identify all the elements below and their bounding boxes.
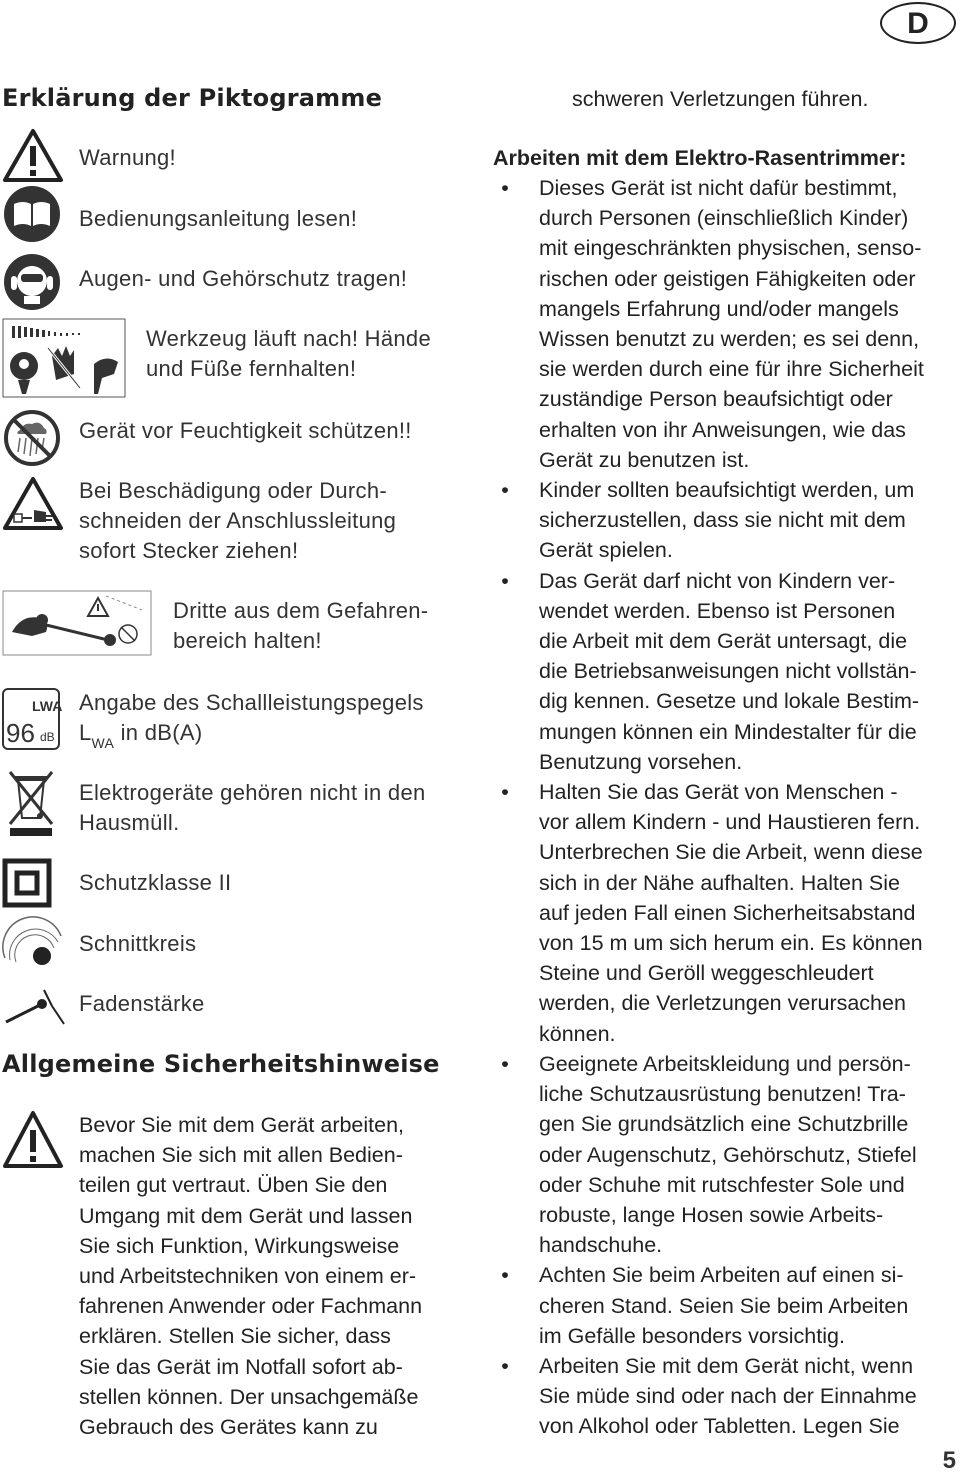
bullet-line: mangels Erfahrung und/oder mangels: [539, 296, 899, 321]
bullet-line: handschuhe.: [539, 1233, 663, 1258]
bullet-line: Wissen benutzt zu werden; es sei denn,: [539, 327, 920, 352]
safety-line: Sie das Gerät im Notfall sofort ab-: [79, 1354, 403, 1379]
sound-icon-label: LWA: [32, 698, 63, 714]
pictogram-weee-line2: Hausmüll.: [79, 810, 180, 835]
pictogram-unplug-line1: Bei Beschädigung oder Durch-: [79, 478, 388, 503]
language-badge: D: [880, 2, 956, 44]
bullet-item: [493, 566, 955, 777]
sound-icon-value: 96: [6, 718, 35, 748]
safety-warning-icon: [2, 1110, 64, 1170]
bullet-line: robuste, lange Hosen sowie Arbeits-: [539, 1202, 884, 1227]
bullet-line: durch Personen (einschließlich Kinder): [539, 206, 909, 231]
bullet-line: wendet werden. Ebenso ist Personen: [539, 598, 896, 623]
bullet-line: im Gefälle besonders vorsichtig.: [539, 1323, 845, 1348]
bullet-line: liche Schutzausrüstung benutzen! Tra-: [539, 1082, 906, 1107]
bullet-line: Das Gerät darf nicht von Kindern ver-: [539, 568, 896, 593]
safety-line: stellen können. Der unsachgemäße: [79, 1384, 419, 1409]
bullet-line: Steine und Geröll weggeschleudert: [539, 961, 874, 986]
bullet-line: Benutzung vorsehen.: [539, 749, 743, 774]
read-manual-icon: [2, 184, 62, 244]
bullet-line: Sie müde sind oder nach der Einnahme: [539, 1384, 917, 1409]
cutting-circle-icon: [2, 916, 64, 970]
bullet-line: Achten Sie beim Arbeiten auf einen si-: [539, 1263, 904, 1288]
pictogram-unplug-line2: schneiden der Anschlussleitung: [79, 508, 397, 533]
safety-line: Umgang mit dem Gerät und lassen: [79, 1203, 413, 1228]
bullet-line: Halten Sie das Gerät von Menschen -: [539, 780, 898, 805]
sound-rest: in dB(A): [114, 720, 203, 745]
bullet-line: oder Augenschutz, Gehörschutz, Stiefel: [539, 1142, 917, 1167]
bullet-line: oder Schuhe mit rutschfester Sole und: [539, 1172, 905, 1197]
bullet-line: werden, die Verletzungen verursachen: [539, 991, 906, 1016]
pictogram-tool-line2: und Füße fernhalten!: [146, 356, 357, 381]
safety-line: machen Sie sich mit allen Bedien-: [79, 1143, 403, 1168]
safety-line: Bevor Sie mit dem Gerät arbeiten,: [79, 1113, 405, 1137]
bullet-item: [493, 1351, 955, 1442]
pictogram-sound-line1: Angabe des Schallleistungspegels: [79, 690, 424, 715]
bullet-line: Gerät zu benutzen ist.: [539, 447, 750, 472]
unplug-icon: [2, 476, 64, 532]
continued-text: schweren Verletzungen führen.: [572, 87, 869, 111]
pictogram-bystanders-line1: Dritte aus dem Gefahren-: [173, 598, 429, 623]
sound-sub: WA: [91, 735, 115, 751]
safety-title: Allgemeine Sicherheitshinweise: [2, 1050, 440, 1078]
bullet-line: können.: [539, 1021, 616, 1046]
bullet-dot: •: [501, 568, 509, 593]
pictogram-warning-text: Warnung!: [79, 145, 176, 170]
pictograms-title: Erklärung der Piktogramme: [2, 84, 383, 112]
bullet-item: [493, 1049, 955, 1260]
safety-line: erklären. Stellen Sie sicher, dass: [79, 1324, 391, 1349]
bullet-dot: •: [501, 176, 509, 200]
safety-line: fahrenen Anwender oder Fachmann: [79, 1294, 423, 1319]
pictogram-rain-text: Gerät vor Feuchtigkeit schützen!!: [79, 418, 412, 443]
sound-l: L: [79, 720, 92, 745]
safety-bullet-list: [493, 173, 955, 1442]
bullet-dot: •: [501, 1353, 509, 1378]
safety-line: Gebrauch des Gerätes kann zu: [79, 1415, 378, 1440]
weee-bin-icon: [6, 768, 56, 838]
pictogram-unplug-line3: sofort Stecker ziehen!: [79, 538, 299, 563]
bullet-line: Kinder sollten beaufsichtigt werden, um: [539, 478, 915, 503]
pictogram-protection-text: Augen- und Gehörschutz tragen!: [79, 266, 408, 291]
bullet-line: gen Sie grundsätzlich eine Schutzbrille: [539, 1112, 909, 1137]
bullet-dot: •: [501, 780, 509, 805]
bullet-line: mit eingeschränkten physischen, senso-: [539, 236, 922, 261]
bystanders-distance-icon: [2, 590, 152, 656]
bullet-dot: •: [501, 478, 509, 503]
pictogram-weee-line1: Elektrogeräte gehören nicht in den: [79, 780, 426, 805]
bullet-dot: •: [501, 1263, 509, 1288]
trimmer-heading: Arbeiten mit dem Elektro-Rasentrimmer:: [493, 146, 907, 170]
sound-icon-unit: dB: [40, 730, 55, 744]
bullet-line: Gerät spielen.: [539, 538, 673, 563]
pictogram-tool-line1: Werkzeug läuft nach! Hände: [146, 326, 432, 351]
safety-line: teilen gut vertraut. Üben Sie den: [79, 1173, 388, 1198]
no-rain-icon: [2, 408, 62, 468]
bullet-line: vor allem Kindern - und Haustieren fern.: [539, 810, 921, 835]
bullet-line: von Alkohol oder Tabletten. Legen Sie: [539, 1414, 900, 1439]
bullet-line: sicherzustellen, dass sie nicht mit dem: [539, 508, 906, 533]
bullet-line: erhalten von ihr Anweisungen, wie das: [539, 417, 906, 442]
bullet-line: Geeignete Arbeitskleidung und persön-: [539, 1051, 911, 1076]
bullet-line: Dieses Gerät ist nicht dafür bestimmt,: [539, 176, 898, 200]
bullet-line: die Arbeit mit dem Gerät untersagt, die: [539, 629, 908, 654]
pictogram-line-text: Fadenstärke: [79, 991, 205, 1016]
bullet-line: sie werden durch eine für ihre Sicherheit: [539, 357, 924, 382]
safety-paragraph: [79, 1110, 479, 1442]
safety-line: Sie sich Funktion, Wirkungsweise: [79, 1233, 400, 1258]
bullet-line: Arbeiten Sie mit dem Gerät nicht, wenn: [539, 1353, 914, 1378]
bullet-line: die Betriebsanweisungen nicht vollstän-: [539, 659, 917, 684]
bullet-item: [493, 777, 955, 1049]
bullet-line: rischen oder geistigen Fähigkeiten oder: [539, 266, 916, 291]
bullet-line: zuständige Person beaufsichtigt oder: [539, 387, 893, 412]
page-number: 5: [942, 1447, 956, 1474]
sound-power-icon: [2, 688, 63, 750]
bullet-line: cheren Stand. Seien Sie beim Arbeiten: [539, 1293, 909, 1318]
tool-runs-on-icon: [2, 318, 126, 398]
bullet-line: auf jeden Fall einen Sicherheitsabstand: [539, 900, 916, 925]
bullet-line: dig kennen. Gesetze und lokale Bestim-: [539, 689, 920, 714]
bullet-item: [493, 173, 955, 475]
bullet-line: mungen können ein Mindestalter für die: [539, 719, 917, 744]
bullet-item: [493, 475, 955, 566]
pictogram-manual-text: Bedienungsanleitung lesen!: [79, 206, 358, 231]
bullet-line: von 15 m um sich herum ein. Es können: [539, 931, 923, 956]
safety-line: und Arbeitstechniken von einem er-: [79, 1264, 417, 1289]
bullet-dot: •: [501, 1051, 509, 1076]
pictogram-circle-text: Schnittkreis: [79, 931, 197, 956]
pictogram-class-text: Schutzklasse II: [79, 870, 232, 895]
bullet-line: Unterbrechen Sie die Arbeit, wenn diese: [539, 840, 923, 865]
bullet-line: sich in der Nähe aufhalten. Halten Sie: [539, 870, 900, 895]
eye-ear-protection-icon: [2, 252, 62, 312]
pictogram-sound-line2: [79, 718, 202, 750]
pictogram-bystanders-line2: bereich halten!: [173, 628, 322, 653]
bullet-item: [493, 1260, 955, 1351]
line-thickness-icon: [2, 984, 68, 1028]
warning-triangle-icon: [2, 128, 64, 184]
protection-class-ii-icon: [2, 858, 52, 908]
